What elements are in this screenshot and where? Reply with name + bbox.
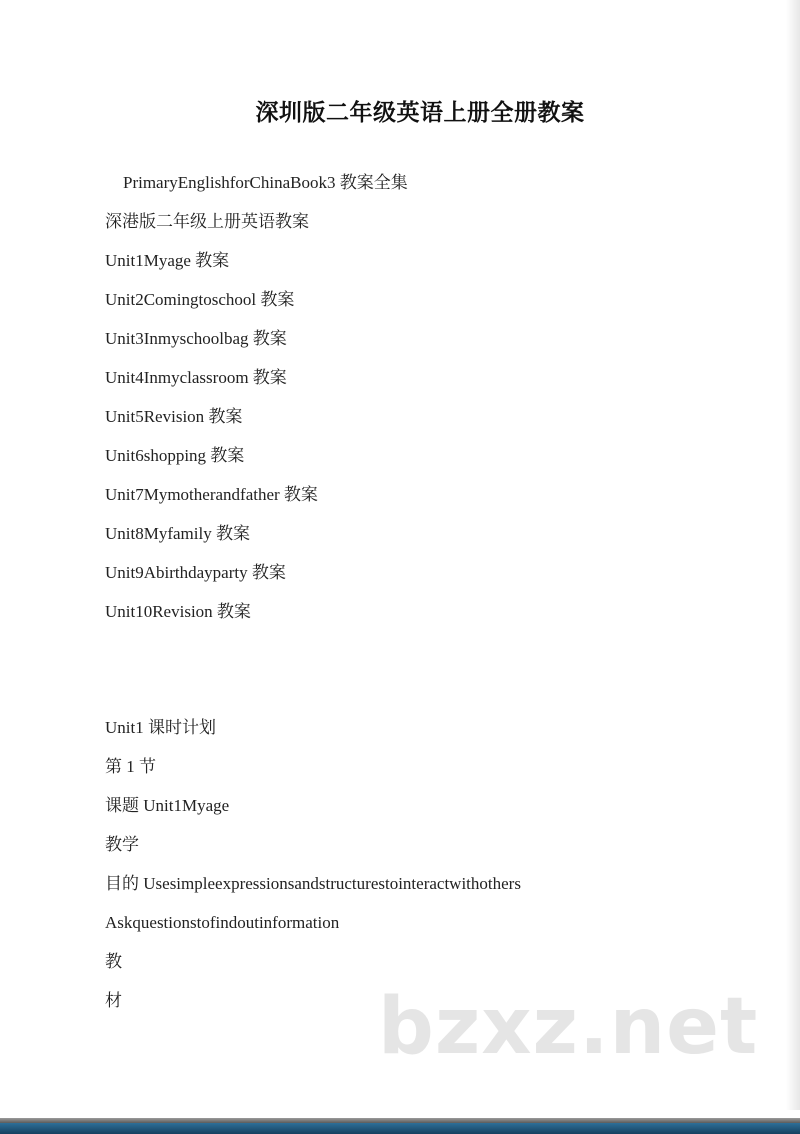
toc-item-unit7: Unit7Mymotherandfather 教案 — [105, 485, 318, 504]
toc-item-unit6: Unit6shopping 教案 — [105, 446, 245, 465]
section-number: 第 1 节 — [105, 757, 156, 776]
watermark-text: bzxz.net — [378, 982, 759, 1072]
viewer-bottom-bar — [0, 1123, 800, 1134]
materials-label-char-1: 教 — [105, 952, 122, 971]
toc-item-unit9: Unit9Abirthdayparty 教案 — [105, 563, 286, 582]
book-title-line: PrimaryEnglishforChinaBook3 教案全集 — [123, 173, 408, 192]
lesson-topic: 课题 Unit1Myage — [105, 796, 230, 815]
teaching-objective-continued: Askquestionstofindoutinformation — [105, 913, 340, 932]
subtitle-line: 深港版二年级上册英语教案 — [105, 212, 309, 231]
materials-label-char-2: 材 — [105, 991, 122, 1010]
toc-item-unit4: Unit4Inmyclassroom 教案 — [105, 368, 287, 387]
document-title: 深圳版二年级英语上册全册教案 — [255, 100, 585, 126]
teaching-label: 教学 — [105, 835, 139, 854]
toc-item-unit1: Unit1Myage 教案 — [105, 251, 230, 270]
lesson-plan-heading: Unit1 课时计划 — [105, 718, 216, 737]
toc-item-unit3: Unit3Inmyschoolbag 教案 — [105, 329, 287, 348]
toc-item-unit5: Unit5Revision 教案 — [105, 407, 243, 426]
teaching-objective: 目的 Usesimpleexpressionsandstructurestointeractwithothers — [105, 874, 521, 893]
toc-item-unit10: Unit10Revision 教案 — [105, 602, 251, 621]
toc-item-unit8: Unit8Myfamily 教案 — [105, 524, 250, 543]
toc-item-unit2: Unit2Comingtoschool 教案 — [105, 290, 295, 309]
page-edge-shadow — [786, 0, 800, 1110]
